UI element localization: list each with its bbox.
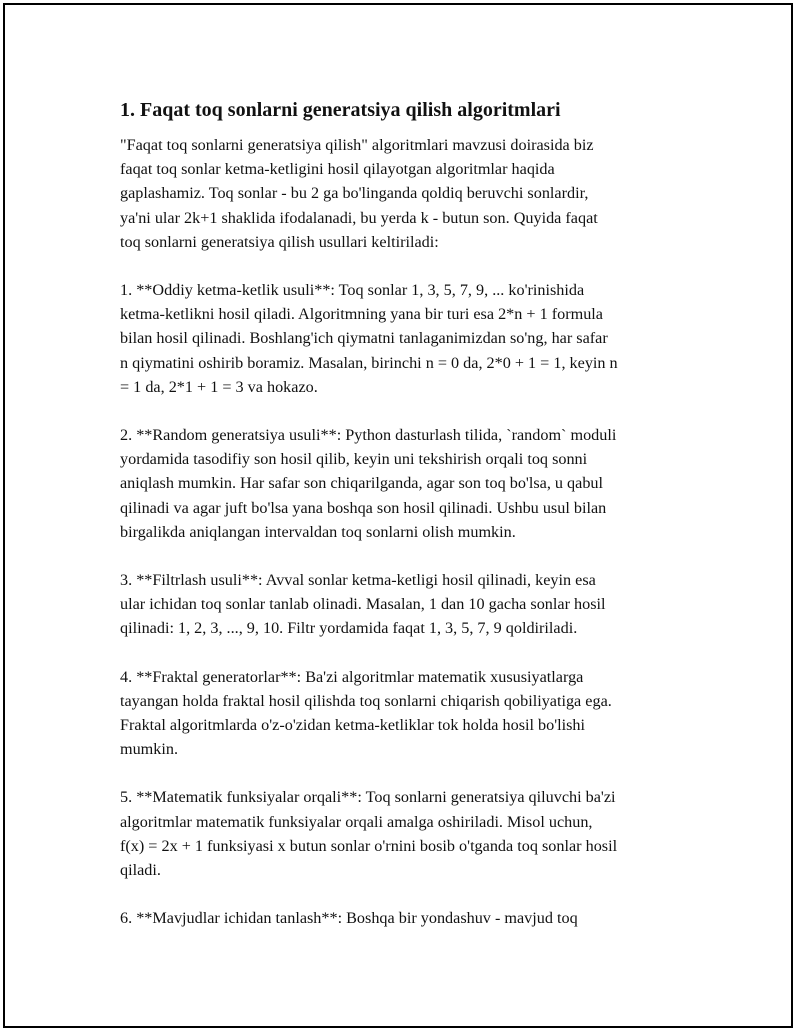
method-paragraph-6: 6. **Mavjudlar ichidan tanlash**: Boshqa bir yondashuv - mavjud toq — [120, 909, 578, 928]
method-paragraph-5: 5. **Matematik funksiyalar orqali**: Toq sonlarni generatsiya qiluvchi ba'zi algoritmlar matematik funksiyalar orqali amalga oshiriladi. Misol uchun, f(x) = 2x + 1 funksiyasi x butun sonlar o'rnini bosib o'tganda toq sonlar hosil qiladi. — [120, 788, 618, 880]
document-page — [3, 3, 793, 1028]
document-content — [120, 97, 695, 930]
section-heading: 1. Faqat toq sonlarni generatsiya qilish algoritmlari — [120, 99, 561, 121]
intro-paragraph: "Faqat toq sonlarni generatsiya qilish" algoritmlari mavzusi doirasida biz faqat toq sonlar ketma-ketligini hosil qilayotgan algoritmlar haqida gaplashamiz. Toq sonlar - bu 2 ga bo'linganda qoldiq beruvchi sonlardir, ya'ni ular 2k+1 shaklida ifodalanadi, bu yerda k - butun son. Quyida faqat toq sonlarni generatsiya qilish usullari keltiriladi: — [120, 136, 598, 251]
method-paragraph-1: 1. **Oddiy ketma-ketlik usuli**: Toq sonlar 1, 3, 5, 7, 9, ... ko'rinishida ketma-ketlikni hosil qiladi. Algoritmning yana bir turi esa 2*n + 1 formula bilan hosil qilinadi. Boshlang'ich qiymatni tanlaganimizdan so'ng, har safar n qiymatini oshirib boramiz. Masalan, birinchi n = 0 da, 2*0 + 1 = 1, keyin n = 1 da, 2*1 + 1 = 3 va hokazo. — [120, 281, 618, 396]
method-paragraph-2: 2. **Random generatsiya usuli**: Python dasturlash tilida, `random` moduli yordamida tasodifiy son hosil qilib, keyin uni tekshirish orqali toq sonni aniqlash mumkin. Har safar son chiqarilganda, agar son toq bo'lsa, u qabul qilinadi va agar juft bo'lsa yana boshqa son hosil qilinadi. Ushbu usul bilan birgalikda aniqlangan intervaldan toq sonlarni olish mumkin. — [120, 426, 617, 541]
method-paragraph-3: 3. **Filtrlash usuli**: Avval sonlar ketma-ketligi hosil qilinadi, keyin esa ular ichidan toq sonlar tanlab olinadi. Masalan, 1 dan 10 gacha sonlar hosil qilinadi: 1, 2, 3, ..., 9, 10. Filtr yordamida faqat 1, 3, 5, 7, 9 qoldiriladi. — [120, 571, 606, 638]
method-paragraph-4: 4. **Fraktal generatorlar**: Ba'zi algoritmlar matematik xususiyatlarga tayangan holda fraktal hosil qilishda toq sonlarni chiqarish qobiliyatiga ega. Fraktal algoritmlarda o'z-o'zidan ketma-ketliklar tok holda hosil bo'lishi mumkin. — [120, 667, 612, 759]
